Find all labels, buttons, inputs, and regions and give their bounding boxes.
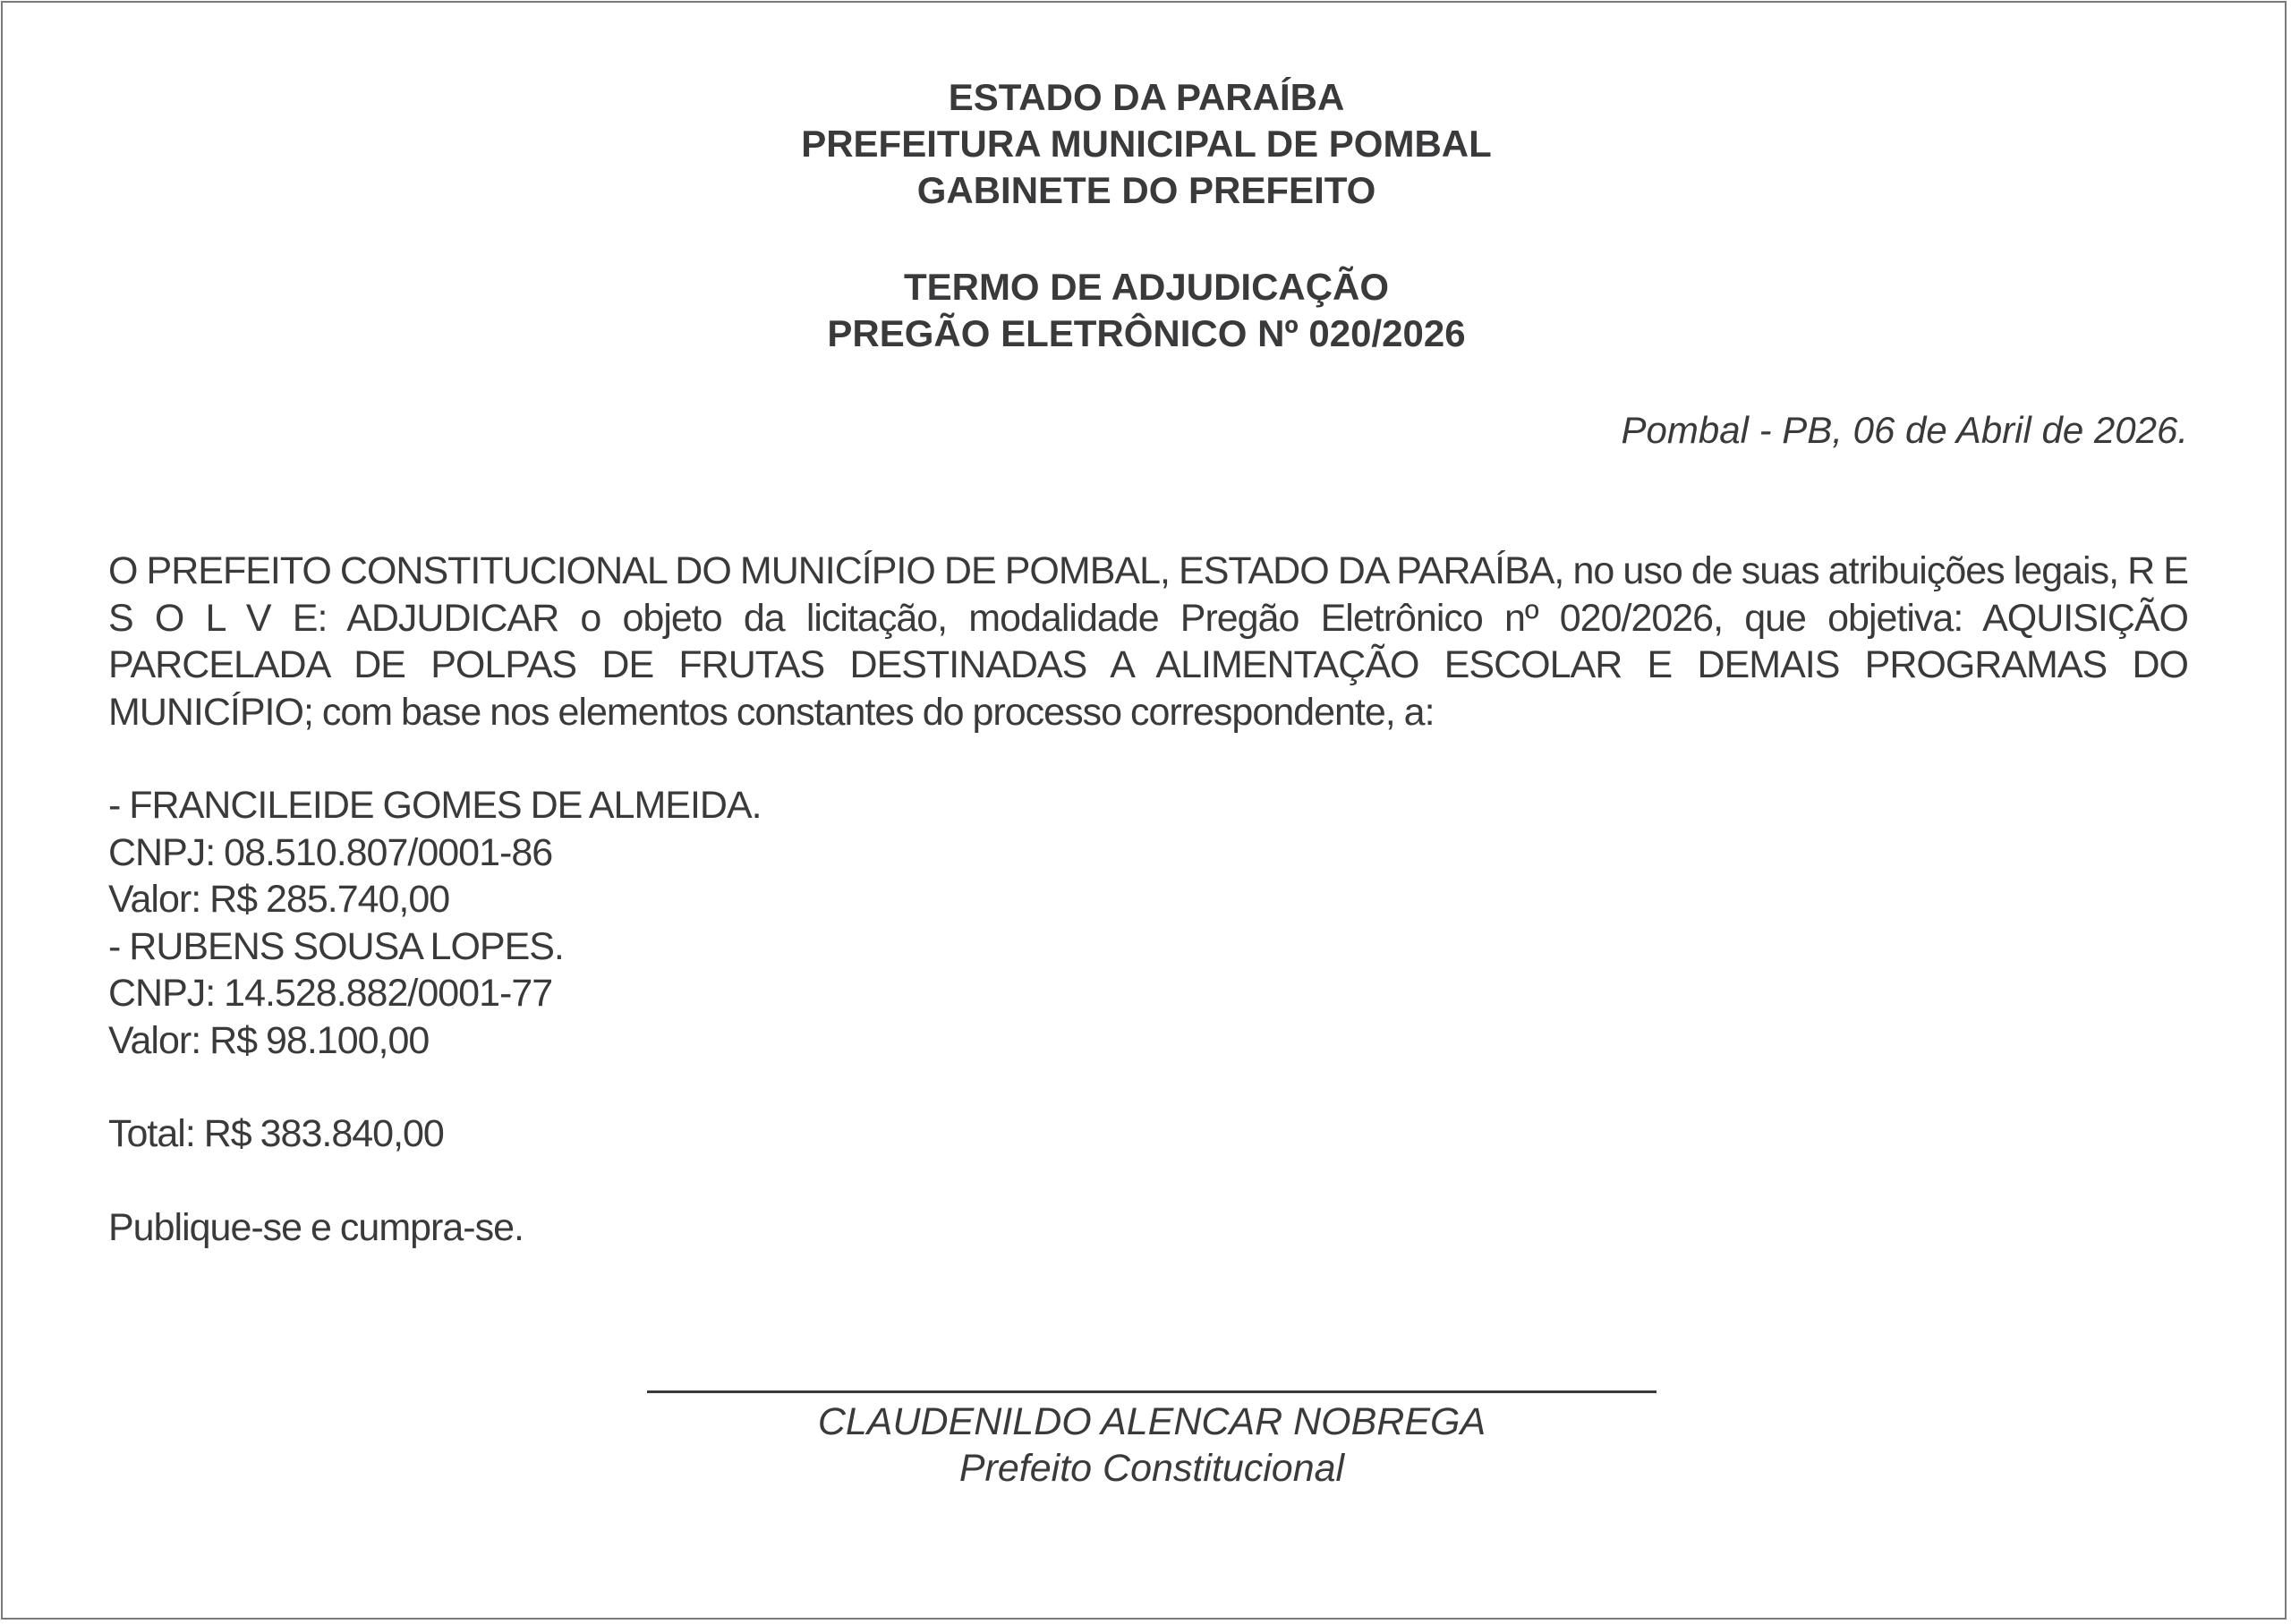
- supplier-2-value: Valor: R$ 98.100,00: [108, 1018, 430, 1062]
- header-state: ESTADO DA PARAÍBA: [948, 76, 1345, 118]
- title-term: TERMO DE ADJUDICAÇÃO: [903, 266, 1390, 308]
- title-auction: PREGÃO ELETRÔNICO Nº 020/2026: [827, 312, 1466, 354]
- header-municipality: PREFEITURA MUNICIPAL DE POMBAL: [801, 123, 1492, 165]
- signature-line: [647, 1390, 1657, 1393]
- header-office: GABINETE DO PREFEITO: [916, 169, 1376, 211]
- document-frame: [1, 1, 2287, 1620]
- supplier-1-name: - FRANCILEIDE GOMES DE ALMEIDA.: [108, 784, 762, 827]
- supplier-2-cnpj: CNPJ: 14.528.882/0001-77: [108, 972, 553, 1015]
- document-body: [108, 548, 2188, 1251]
- document-title: [3, 264, 2290, 357]
- supplier-1-cnpj: CNPJ: 08.510.807/0001-86: [108, 830, 553, 874]
- signatory-name: CLAUDENILDO ALENCAR NOBREGA: [817, 1400, 1486, 1443]
- supplier-2-name: - RUBENS SOUSA LOPES.: [108, 924, 564, 968]
- signatory-role: Prefeito Constitucional: [958, 1447, 1345, 1490]
- signature-block: [647, 1390, 1657, 1492]
- date-line: Pombal - PB, 06 de Abril de 2026.: [1621, 409, 2188, 451]
- closing-statement: Publique-se e cumpra-se.: [108, 1205, 524, 1249]
- document-header: [3, 74, 2290, 214]
- supplier-1-value: Valor: R$ 285.740,00: [108, 878, 450, 921]
- total-value: Total: R$ 383.840,00: [108, 1112, 444, 1155]
- resolution-paragraph: O PREFEITO CONSTITUCIONAL DO MUNICÍPIO DE POMBAL, ESTADO DA PARAÍBA, no uso de suas atribuições legais, R E S O L V E: ADJUDICAR o objeto da licitação, modalidade Pregão Eletrônico nº 020/2026, que objetiva: AQUISIÇÃO PARCELADA DE POLPAS DE FRUTAS DESTINADAS A ALIMENTAÇÃO ESCOLAR E DEMAIS PROGRAMAS DO MUNICÍPIO; com base nos elementos constantes do processo correspondente, a:: [108, 549, 2188, 734]
